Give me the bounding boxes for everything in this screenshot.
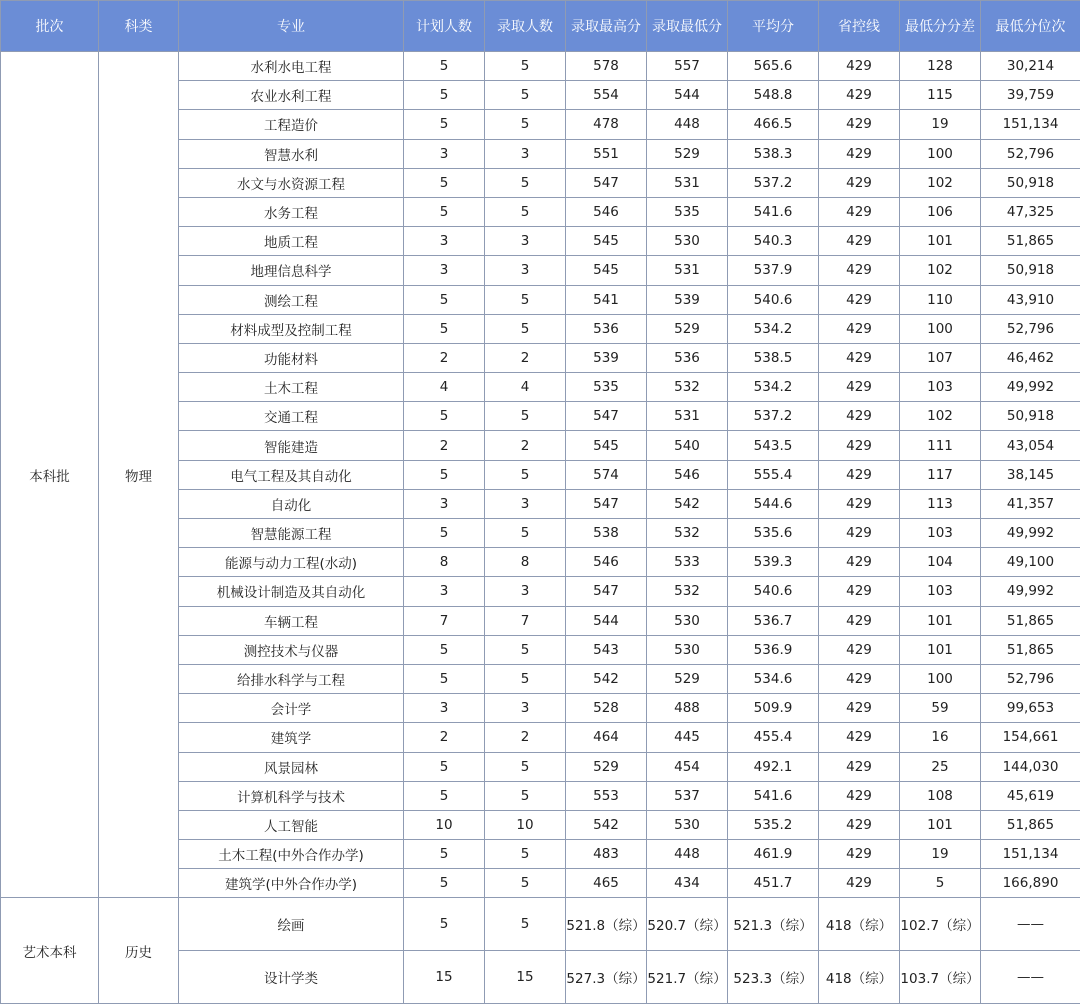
max-score-cell: 541: [566, 285, 647, 314]
control-line-cell: 429: [819, 781, 900, 810]
min-rank-cell: ——: [981, 951, 1080, 1004]
max-score-cell: 465: [566, 869, 647, 898]
min-rank-cell: 49,992: [981, 373, 1080, 402]
min-rank-cell: 39,759: [981, 81, 1080, 110]
major-cell: 工程造价: [179, 110, 404, 139]
planned-cell: 3: [404, 227, 485, 256]
avg-score-cell: 534.6: [728, 664, 819, 693]
planned-cell: 8: [404, 548, 485, 577]
max-score-cell: 545: [566, 256, 647, 285]
major-cell: 设计学类: [179, 951, 404, 1004]
min-rank-cell: 51,865: [981, 227, 1080, 256]
major-cell: 绘画: [179, 898, 404, 951]
max-score-cell: 546: [566, 197, 647, 226]
planned-cell: 3: [404, 694, 485, 723]
planned-cell: 7: [404, 606, 485, 635]
admitted-cell: 3: [485, 694, 566, 723]
control-line-cell: 429: [819, 256, 900, 285]
min-rank-cell: 41,357: [981, 489, 1080, 518]
avg-score-cell: 455.4: [728, 723, 819, 752]
header-min-rank: 最低分位次: [981, 1, 1080, 52]
max-score-cell: 536: [566, 314, 647, 343]
min-diff-cell: 115: [900, 81, 981, 110]
planned-cell: 3: [404, 139, 485, 168]
max-score-cell: 464: [566, 723, 647, 752]
art-batch-cell: 艺术本科: [1, 898, 99, 1004]
planned-cell: 5: [404, 840, 485, 869]
admitted-cell: 3: [485, 139, 566, 168]
control-line-cell: 429: [819, 227, 900, 256]
min-rank-cell: 99,653: [981, 694, 1080, 723]
min-diff-cell: 101: [900, 635, 981, 664]
min-rank-cell: 51,865: [981, 606, 1080, 635]
major-cell: 自动化: [179, 489, 404, 518]
min-rank-cell: 51,865: [981, 635, 1080, 664]
min-score-cell: 454: [647, 752, 728, 781]
admitted-cell: 5: [485, 110, 566, 139]
admitted-cell: 5: [485, 197, 566, 226]
max-score-cell: 547: [566, 402, 647, 431]
admitted-cell: 5: [485, 635, 566, 664]
major-cell: 测控技术与仪器: [179, 635, 404, 664]
table-row: [1, 52, 1080, 81]
control-line-cell: 429: [819, 285, 900, 314]
avg-score-cell: 538.3: [728, 139, 819, 168]
admitted-cell: 5: [485, 898, 566, 951]
min-diff-cell: 100: [900, 664, 981, 693]
header-max-score: 录取最高分: [566, 1, 647, 52]
min-diff-cell: 101: [900, 810, 981, 839]
avg-score-cell: 541.6: [728, 197, 819, 226]
min-diff-cell: 103.7（综）: [900, 951, 981, 1004]
min-rank-cell: 49,992: [981, 519, 1080, 548]
avg-score-cell: 535.6: [728, 519, 819, 548]
major-cell: 材料成型及控制工程: [179, 314, 404, 343]
admitted-cell: 5: [485, 840, 566, 869]
planned-cell: 5: [404, 285, 485, 314]
planned-cell: 2: [404, 343, 485, 372]
min-rank-cell: ——: [981, 898, 1080, 951]
min-diff-cell: 101: [900, 227, 981, 256]
min-rank-cell: 38,145: [981, 460, 1080, 489]
control-line-cell: 429: [819, 431, 900, 460]
avg-score-cell: 521.3（综）: [728, 898, 819, 951]
min-rank-cell: 52,796: [981, 664, 1080, 693]
control-line-cell: 429: [819, 664, 900, 693]
avg-score-cell: 466.5: [728, 110, 819, 139]
avg-score-cell: 540.6: [728, 285, 819, 314]
major-cell: 计算机科学与技术: [179, 781, 404, 810]
min-score-cell: 532: [647, 519, 728, 548]
max-score-cell: 574: [566, 460, 647, 489]
admitted-cell: 5: [485, 285, 566, 314]
major-cell: 交通工程: [179, 402, 404, 431]
max-score-cell: 528: [566, 694, 647, 723]
control-line-cell: 429: [819, 577, 900, 606]
admitted-cell: 5: [485, 168, 566, 197]
planned-cell: 5: [404, 898, 485, 951]
control-line-cell: 429: [819, 723, 900, 752]
max-score-cell: 539: [566, 343, 647, 372]
min-score-cell: 530: [647, 635, 728, 664]
planned-cell: 4: [404, 373, 485, 402]
planned-cell: 5: [404, 81, 485, 110]
major-cell: 车辆工程: [179, 606, 404, 635]
max-score-cell: 521.8（综）: [566, 898, 647, 951]
min-rank-cell: 50,918: [981, 402, 1080, 431]
control-line-cell: 429: [819, 460, 900, 489]
admitted-cell: 5: [485, 314, 566, 343]
max-score-cell: 535: [566, 373, 647, 402]
admitted-cell: 7: [485, 606, 566, 635]
planned-cell: 5: [404, 402, 485, 431]
min-score-cell: 529: [647, 314, 728, 343]
planned-cell: 5: [404, 197, 485, 226]
min-diff-cell: 19: [900, 840, 981, 869]
avg-score-cell: 523.3（综）: [728, 951, 819, 1004]
major-cell: 会计学: [179, 694, 404, 723]
major-cell: 电气工程及其自动化: [179, 460, 404, 489]
table-row: [1, 898, 1080, 951]
header-control-line: 省控线: [819, 1, 900, 52]
control-line-cell: 429: [819, 519, 900, 548]
control-line-cell: 429: [819, 52, 900, 81]
max-score-cell: 527.3（综）: [566, 951, 647, 1004]
max-score-cell: 547: [566, 168, 647, 197]
control-line-cell: 429: [819, 343, 900, 372]
min-score-cell: 521.7（综）: [647, 951, 728, 1004]
min-score-cell: 532: [647, 373, 728, 402]
min-diff-cell: 117: [900, 460, 981, 489]
min-score-cell: 434: [647, 869, 728, 898]
min-score-cell: 532: [647, 577, 728, 606]
min-score-cell: 530: [647, 227, 728, 256]
control-line-cell: 429: [819, 489, 900, 518]
major-cell: 水文与水资源工程: [179, 168, 404, 197]
admitted-cell: 5: [485, 781, 566, 810]
avg-score-cell: 539.3: [728, 548, 819, 577]
min-diff-cell: 16: [900, 723, 981, 752]
planned-cell: 5: [404, 519, 485, 548]
control-line-cell: 429: [819, 139, 900, 168]
min-diff-cell: 101: [900, 606, 981, 635]
header-min-diff: 最低分分差: [900, 1, 981, 52]
min-rank-cell: 46,462: [981, 343, 1080, 372]
major-cell: 功能材料: [179, 343, 404, 372]
max-score-cell: 543: [566, 635, 647, 664]
art-category-cell: 历史: [99, 898, 179, 1004]
min-rank-cell: 30,214: [981, 52, 1080, 81]
major-cell: 给排水科学与工程: [179, 664, 404, 693]
admitted-cell: 8: [485, 548, 566, 577]
control-line-cell: 429: [819, 168, 900, 197]
header-row: [1, 1, 1080, 52]
admitted-cell: 3: [485, 256, 566, 285]
avg-score-cell: 535.2: [728, 810, 819, 839]
min-diff-cell: 106: [900, 197, 981, 226]
avg-score-cell: 565.6: [728, 52, 819, 81]
avg-score-cell: 543.5: [728, 431, 819, 460]
admitted-cell: 3: [485, 489, 566, 518]
avg-score-cell: 540.6: [728, 577, 819, 606]
max-score-cell: 529: [566, 752, 647, 781]
planned-cell: 2: [404, 723, 485, 752]
min-score-cell: 529: [647, 664, 728, 693]
control-line-cell: 429: [819, 373, 900, 402]
planned-cell: 3: [404, 256, 485, 285]
min-score-cell: 448: [647, 110, 728, 139]
control-line-cell: 418（综）: [819, 898, 900, 951]
control-line-cell: 429: [819, 606, 900, 635]
min-score-cell: 536: [647, 343, 728, 372]
min-score-cell: 535: [647, 197, 728, 226]
header-major: 专业: [179, 1, 404, 52]
control-line-cell: 429: [819, 197, 900, 226]
major-cell: 智能建造: [179, 431, 404, 460]
min-diff-cell: 103: [900, 373, 981, 402]
planned-cell: 5: [404, 52, 485, 81]
avg-score-cell: 461.9: [728, 840, 819, 869]
control-line-cell: 429: [819, 81, 900, 110]
min-score-cell: 546: [647, 460, 728, 489]
admitted-cell: 5: [485, 664, 566, 693]
min-score-cell: 531: [647, 168, 728, 197]
control-line-cell: 429: [819, 752, 900, 781]
avg-score-cell: 451.7: [728, 869, 819, 898]
min-diff-cell: 128: [900, 52, 981, 81]
min-rank-cell: 45,619: [981, 781, 1080, 810]
min-rank-cell: 50,918: [981, 256, 1080, 285]
avg-score-cell: 548.8: [728, 81, 819, 110]
planned-cell: 5: [404, 664, 485, 693]
min-score-cell: 537: [647, 781, 728, 810]
admitted-cell: 2: [485, 343, 566, 372]
max-score-cell: 546: [566, 548, 647, 577]
control-line-cell: 429: [819, 110, 900, 139]
admitted-cell: 3: [485, 577, 566, 606]
min-diff-cell: 100: [900, 139, 981, 168]
header-admitted: 录取人数: [485, 1, 566, 52]
min-score-cell: 529: [647, 139, 728, 168]
control-line-cell: 429: [819, 810, 900, 839]
admitted-cell: 5: [485, 52, 566, 81]
major-cell: 能源与动力工程(水动): [179, 548, 404, 577]
admitted-cell: 5: [485, 869, 566, 898]
min-score-cell: 530: [647, 606, 728, 635]
admitted-cell: 10: [485, 810, 566, 839]
min-diff-cell: 102: [900, 256, 981, 285]
control-line-cell: 429: [819, 840, 900, 869]
avg-score-cell: 536.7: [728, 606, 819, 635]
admitted-cell: 5: [485, 81, 566, 110]
max-score-cell: 545: [566, 227, 647, 256]
avg-score-cell: 537.2: [728, 402, 819, 431]
admitted-cell: 4: [485, 373, 566, 402]
control-line-cell: 429: [819, 635, 900, 664]
major-cell: 风景园林: [179, 752, 404, 781]
min-diff-cell: 59: [900, 694, 981, 723]
major-cell: 地理信息科学: [179, 256, 404, 285]
planned-cell: 5: [404, 314, 485, 343]
min-diff-cell: 102: [900, 168, 981, 197]
min-diff-cell: 107: [900, 343, 981, 372]
max-score-cell: 554: [566, 81, 647, 110]
control-line-cell: 429: [819, 869, 900, 898]
max-score-cell: 538: [566, 519, 647, 548]
control-line-cell: 429: [819, 694, 900, 723]
min-diff-cell: 113: [900, 489, 981, 518]
major-cell: 建筑学(中外合作办学): [179, 869, 404, 898]
avg-score-cell: 534.2: [728, 314, 819, 343]
admitted-cell: 5: [485, 519, 566, 548]
min-diff-cell: 108: [900, 781, 981, 810]
major-cell: 测绘工程: [179, 285, 404, 314]
admitted-cell: 5: [485, 460, 566, 489]
admitted-cell: 3: [485, 227, 566, 256]
avg-score-cell: 492.1: [728, 752, 819, 781]
admitted-cell: 2: [485, 723, 566, 752]
avg-score-cell: 540.3: [728, 227, 819, 256]
min-score-cell: 539: [647, 285, 728, 314]
min-rank-cell: 51,865: [981, 810, 1080, 839]
major-cell: 地质工程: [179, 227, 404, 256]
min-diff-cell: 19: [900, 110, 981, 139]
min-score-cell: 544: [647, 81, 728, 110]
min-diff-cell: 104: [900, 548, 981, 577]
avg-score-cell: 537.9: [728, 256, 819, 285]
planned-cell: 5: [404, 635, 485, 664]
undergrad-category-cell: 物理: [99, 52, 179, 898]
planned-cell: 5: [404, 110, 485, 139]
min-rank-cell: 47,325: [981, 197, 1080, 226]
planned-cell: 5: [404, 168, 485, 197]
min-rank-cell: 154,661: [981, 723, 1080, 752]
major-cell: 建筑学: [179, 723, 404, 752]
min-diff-cell: 110: [900, 285, 981, 314]
planned-cell: 3: [404, 577, 485, 606]
planned-cell: 10: [404, 810, 485, 839]
max-score-cell: 578: [566, 52, 647, 81]
control-line-cell: 429: [819, 402, 900, 431]
header-batch: 批次: [1, 1, 99, 52]
avg-score-cell: 509.9: [728, 694, 819, 723]
header-avg-score: 平均分: [728, 1, 819, 52]
max-score-cell: 547: [566, 577, 647, 606]
control-line-cell: 429: [819, 314, 900, 343]
table-body: [1, 52, 1080, 1004]
min-diff-cell: 102.7（综）: [900, 898, 981, 951]
min-score-cell: 530: [647, 810, 728, 839]
planned-cell: 5: [404, 869, 485, 898]
avg-score-cell: 541.6: [728, 781, 819, 810]
planned-cell: 5: [404, 752, 485, 781]
admitted-cell: 5: [485, 402, 566, 431]
min-score-cell: 448: [647, 840, 728, 869]
planned-cell: 5: [404, 781, 485, 810]
max-score-cell: 553: [566, 781, 647, 810]
undergrad-batch-cell: 本科批: [1, 52, 99, 898]
min-diff-cell: 100: [900, 314, 981, 343]
major-cell: 农业水利工程: [179, 81, 404, 110]
max-score-cell: 544: [566, 606, 647, 635]
min-score-cell: 557: [647, 52, 728, 81]
min-rank-cell: 43,910: [981, 285, 1080, 314]
min-diff-cell: 103: [900, 577, 981, 606]
control-line-cell: 429: [819, 548, 900, 577]
major-cell: 水利水电工程: [179, 52, 404, 81]
header-planned: 计划人数: [404, 1, 485, 52]
max-score-cell: 478: [566, 110, 647, 139]
min-rank-cell: 49,100: [981, 548, 1080, 577]
planned-cell: 3: [404, 489, 485, 518]
max-score-cell: 547: [566, 489, 647, 518]
min-score-cell: 542: [647, 489, 728, 518]
min-score-cell: 533: [647, 548, 728, 577]
min-score-cell: 531: [647, 256, 728, 285]
min-diff-cell: 25: [900, 752, 981, 781]
admitted-cell: 5: [485, 752, 566, 781]
min-diff-cell: 103: [900, 519, 981, 548]
avg-score-cell: 536.9: [728, 635, 819, 664]
min-rank-cell: 50,918: [981, 168, 1080, 197]
header-min-score: 录取最低分: [647, 1, 728, 52]
min-diff-cell: 102: [900, 402, 981, 431]
min-diff-cell: 111: [900, 431, 981, 460]
min-score-cell: 520.7（综）: [647, 898, 728, 951]
min-rank-cell: 166,890: [981, 869, 1080, 898]
major-cell: 水务工程: [179, 197, 404, 226]
min-rank-cell: 151,134: [981, 840, 1080, 869]
major-cell: 机械设计制造及其自动化: [179, 577, 404, 606]
max-score-cell: 545: [566, 431, 647, 460]
avg-score-cell: 538.5: [728, 343, 819, 372]
min-rank-cell: 144,030: [981, 752, 1080, 781]
planned-cell: 2: [404, 431, 485, 460]
avg-score-cell: 544.6: [728, 489, 819, 518]
planned-cell: 15: [404, 951, 485, 1004]
min-rank-cell: 52,796: [981, 139, 1080, 168]
max-score-cell: 542: [566, 664, 647, 693]
max-score-cell: 542: [566, 810, 647, 839]
avg-score-cell: 534.2: [728, 373, 819, 402]
min-rank-cell: 49,992: [981, 577, 1080, 606]
min-score-cell: 531: [647, 402, 728, 431]
major-cell: 人工智能: [179, 810, 404, 839]
major-cell: 智慧能源工程: [179, 519, 404, 548]
min-rank-cell: 43,054: [981, 431, 1080, 460]
admitted-cell: 2: [485, 431, 566, 460]
max-score-cell: 551: [566, 139, 647, 168]
min-rank-cell: 151,134: [981, 110, 1080, 139]
min-score-cell: 445: [647, 723, 728, 752]
avg-score-cell: 555.4: [728, 460, 819, 489]
avg-score-cell: 537.2: [728, 168, 819, 197]
major-cell: 智慧水利: [179, 139, 404, 168]
major-cell: 土木工程(中外合作办学): [179, 840, 404, 869]
min-rank-cell: 52,796: [981, 314, 1080, 343]
min-score-cell: 540: [647, 431, 728, 460]
min-diff-cell: 5: [900, 869, 981, 898]
header-category: 科类: [99, 1, 179, 52]
max-score-cell: 483: [566, 840, 647, 869]
major-cell: 土木工程: [179, 373, 404, 402]
admitted-cell: 15: [485, 951, 566, 1004]
control-line-cell: 418（综）: [819, 951, 900, 1004]
planned-cell: 5: [404, 460, 485, 489]
min-score-cell: 488: [647, 694, 728, 723]
